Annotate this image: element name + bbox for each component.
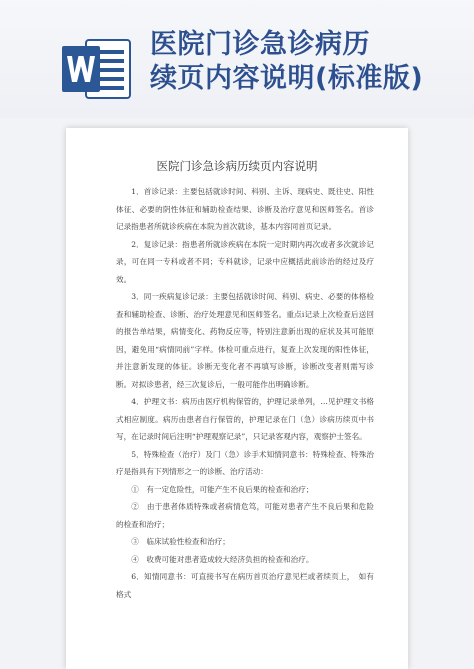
paragraph: ③ 临床试验性检查和治疗； — [131, 537, 230, 546]
page-heading: 医院门诊急诊病历续页内容说明 — [156, 159, 318, 173]
paragraph: 6．知情同意书：可直接书写在病历首页治疗意见栏或者续页上， 如有格式 — [116, 572, 374, 599]
paragraph: 4．护理文书：病历由医疗机构保管的，护理记录单列，…见护理文书格式相应制度。病历由患者自行保管的，护理记录在门（急）诊病历续页中书写，在记录时间后注明“护理观察记录”，只记录客观内容，观察护士签名。 — [116, 397, 374, 441]
header-banner — [0, 0, 474, 118]
paragraph: 1．首诊记录：主要包括就诊时间、科别、主诉、现病史、既往史、阳性体征、必要的阴性体征和辅助检查结果、诊断及治疗意见和医师签名。首诊记录指患者所就诊疾病在本院为首次就诊，基本内容同首页记录。 — [116, 187, 374, 231]
paragraph: ① 有一定危险性，可能产生不良后果的检查和治疗； — [131, 484, 314, 494]
title-line-2: 续页内容说明(标准版) — [150, 63, 424, 94]
title-line-1: 医院门诊急诊病历 — [150, 29, 370, 60]
paragraph: 3．同一疾病复诊记录：主要包括就诊时间、科别、病史、必要的体格检查和辅助检查、诊断、治疗处理意见和医师签名。重点i记录上次检查后送回的报告单结果，病情变化、药物反应等，特别注意新出现的症状及其可能原因，避免用“病情同前”字样。体检可重点进行，复查上次发现的阳性体征，并注意新发现的体征。诊断无变化者不再填写诊断，诊断改变者则需写诊断。对拟诊患者，经三次复诊后，一般可能作出明确诊断。 — [116, 292, 374, 389]
paragraph: 5．特殊检查（治疗）及门（急）诊手术知情同意书：特殊检查、特殊治疗是指具有下列情形之一的诊断、治疗活动： — [116, 449, 374, 476]
paragraph: 2．复诊记录：指患者所就诊疾病在本院一定时期内再次或者多次就诊记录，可在同一专科或者不同；专科就诊，记录中应概括此前诊治的经过及疗效。 — [116, 239, 374, 284]
document-body — [116, 183, 374, 603]
word-icon — [62, 38, 132, 100]
document-page — [66, 128, 408, 669]
paragraph: ② 由于患者体质特殊或者病情危笃，可能对患者产生不良后果和危险的检查和治疗； — [116, 502, 374, 529]
paragraph: ④ 收费可能对患者造成较大经济负担的检查和治疗。 — [131, 554, 314, 564]
document-title — [150, 28, 470, 96]
